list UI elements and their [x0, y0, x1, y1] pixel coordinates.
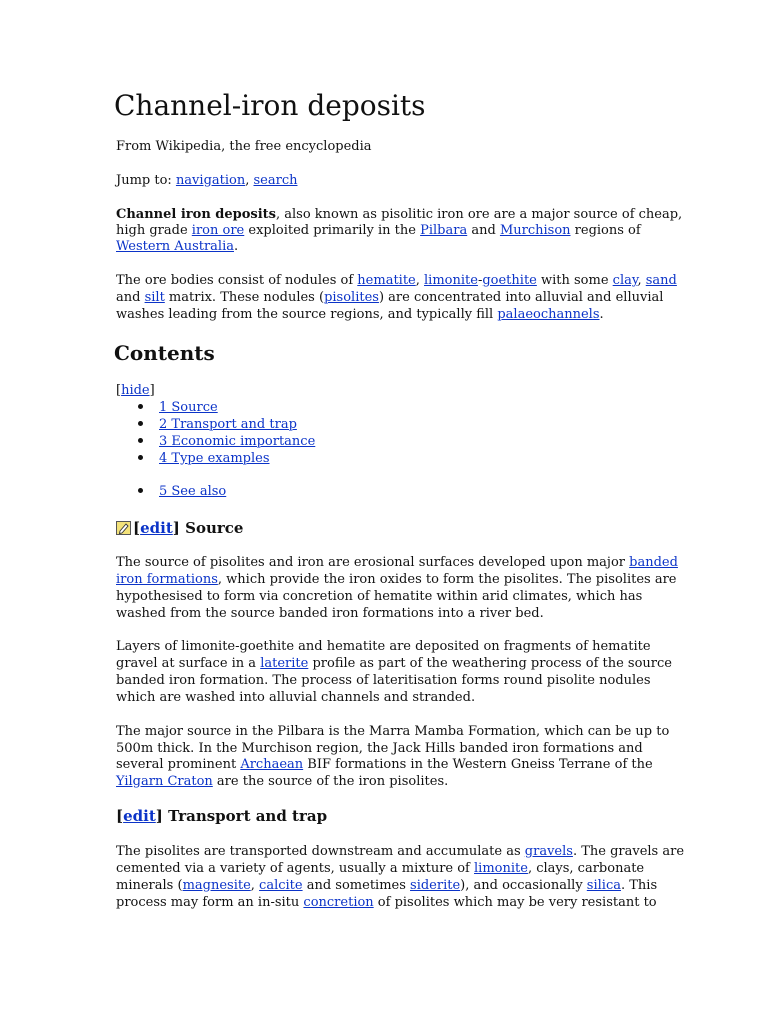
section-title: Transport and trap: [168, 807, 328, 825]
intro-line-2: high grade iron ore exploited primarily in the Pilbara and Murchison regions of: [116, 223, 641, 238]
source-p1-line-1: The source of pisolites and iron are erosional surfaces developed upon major banded: [116, 555, 678, 570]
intro-bold-term: Channel iron deposits: [116, 207, 276, 222]
toc-link-source[interactable]: 1 Source: [159, 400, 218, 415]
link-calcite[interactable]: calcite: [259, 878, 303, 893]
source-p2-line-2: gravel at surface in a laterite profile as part of the weathering process of the source: [116, 656, 672, 671]
jump-navigation-link[interactable]: navigation: [175, 173, 246, 188]
toc-item: [138, 483, 226, 500]
source-p1-line-3: hypothesised to form via concretion of hematite within arid climates, which has: [116, 589, 643, 604]
link-silica[interactable]: silica: [586, 878, 621, 893]
link-gravels[interactable]: gravels: [524, 844, 573, 859]
bullet-icon: [138, 455, 143, 460]
link-sand[interactable]: sand: [645, 273, 677, 288]
link-yilgarn-craton[interactable]: Yilgarn Craton: [116, 774, 213, 789]
transport-line-3: minerals (magnesite, calcite and sometimes siderite), and occasionally silica. This: [116, 878, 658, 893]
toc-hide-toggle: [hide]: [116, 383, 155, 398]
toc-item: [138, 450, 270, 467]
toc-item: [138, 399, 218, 416]
link-murchison[interactable]: Murchison: [499, 223, 571, 238]
transport-line-4: process may form an in-situ concretion of pisolites which may be very resistant to: [116, 895, 657, 910]
edit-source-link[interactable]: edit: [140, 519, 173, 537]
link-laterite[interactable]: laterite: [260, 656, 309, 671]
toc-link-transport[interactable]: 2 Transport and trap: [159, 417, 297, 432]
intro-line-1: Channel iron deposits, also known as pisolitic iron ore are a major source of cheap,: [116, 207, 683, 222]
intro-line-3: Western Australia.: [116, 239, 239, 254]
link-iron-ore[interactable]: iron ore: [191, 223, 245, 238]
edit-pencil-icon: [116, 521, 131, 535]
toc-link-see-also[interactable]: 5 See also: [159, 484, 227, 499]
link-limonite-2[interactable]: limonite: [474, 861, 528, 876]
link-iron-formations[interactable]: iron formations: [116, 572, 218, 587]
bullet-icon: [138, 488, 143, 493]
jump-to-label: Jump to:: [116, 173, 172, 188]
link-clay[interactable]: clay: [612, 273, 638, 288]
section-title: Source: [185, 519, 244, 537]
source-p1-line-4: washed from the source banded iron formations into a river bed.: [116, 606, 544, 621]
source-p1-line-2: iron formations, which provide the iron oxides to form the pisolites. The pisolites are: [116, 572, 677, 587]
toc-item: [138, 416, 297, 433]
toc-link-economic[interactable]: 3 Economic importance: [159, 434, 316, 449]
page-title: Channel-iron deposits: [114, 89, 426, 122]
source-p3-line-2: 500m thick. In the Murchison region, the Jack Hills banded iron formations and: [116, 741, 643, 756]
edit-transport-link[interactable]: edit: [123, 807, 156, 825]
link-goethite[interactable]: goethite: [482, 273, 537, 288]
source-p2-line-1: Layers of limonite-goethite and hematite are deposited on fragments of hematite: [116, 639, 651, 654]
link-western-australia[interactable]: Western Australia: [116, 239, 234, 254]
source-p3-line-1: The major source in the Pilbara is the Marra Mamba Formation, which can be up to: [116, 724, 670, 739]
source-p2-line-3: banded iron formation. The process of lateritisation forms round pisolite nodules: [116, 673, 651, 688]
link-palaeochannels[interactable]: palaeochannels: [497, 307, 600, 322]
link-concretion[interactable]: concretion: [303, 895, 374, 910]
link-archaean[interactable]: Archaean: [240, 757, 304, 772]
link-magnesite[interactable]: magnesite: [182, 878, 251, 893]
transport-line-2: cemented via a variety of agents, usually a mixture of limonite, clays, carbonate: [116, 861, 645, 876]
toc-hide-link[interactable]: hide: [121, 383, 150, 398]
toc-heading: Contents: [114, 341, 215, 365]
source-p3-line-3: several prominent Archaean BIF formations in the Western Gneiss Terrane of the: [116, 757, 653, 772]
link-pilbara[interactable]: Pilbara: [420, 223, 468, 238]
section-heading-transport: [edit] Transport and trap: [116, 807, 328, 825]
source-p2-line-4: which are washed into alluvial channels and stranded.: [116, 690, 476, 705]
bullet-icon: [138, 438, 143, 443]
toc-link-type-examples[interactable]: 4 Type examples: [159, 451, 270, 466]
ore-line-3: washes leading from the source regions, and typically fill palaeochannels.: [116, 307, 604, 322]
section-heading-source: [edit] Source: [116, 518, 243, 538]
jump-to-bar: Jump to: navigation, search: [116, 173, 298, 188]
source-p3-line-4: Yilgarn Craton are the source of the iron pisolites.: [116, 774, 449, 789]
link-siderite[interactable]: siderite: [410, 878, 461, 893]
toc-item: [138, 433, 315, 450]
bullet-icon: [138, 421, 143, 426]
jump-search-link[interactable]: search: [253, 173, 298, 188]
tagline: From Wikipedia, the free encyclopedia: [116, 139, 372, 154]
bullet-icon: [138, 404, 143, 409]
link-pisolites[interactable]: pisolites: [324, 290, 379, 305]
link-hematite[interactable]: hematite: [357, 273, 416, 288]
link-silt[interactable]: silt: [144, 290, 165, 305]
transport-line-1: The pisolites are transported downstream and accumulate as gravels. The gravels are: [116, 844, 685, 859]
link-banded[interactable]: banded: [629, 555, 678, 570]
ore-line-2: and silt matrix. These nodules (pisolites) are concentrated into alluvial and elluvial: [116, 290, 664, 305]
link-limonite[interactable]: limonite: [424, 273, 478, 288]
ore-line-1: The ore bodies consist of nodules of hematite, limonite-goethite with some clay, sand: [116, 273, 677, 288]
